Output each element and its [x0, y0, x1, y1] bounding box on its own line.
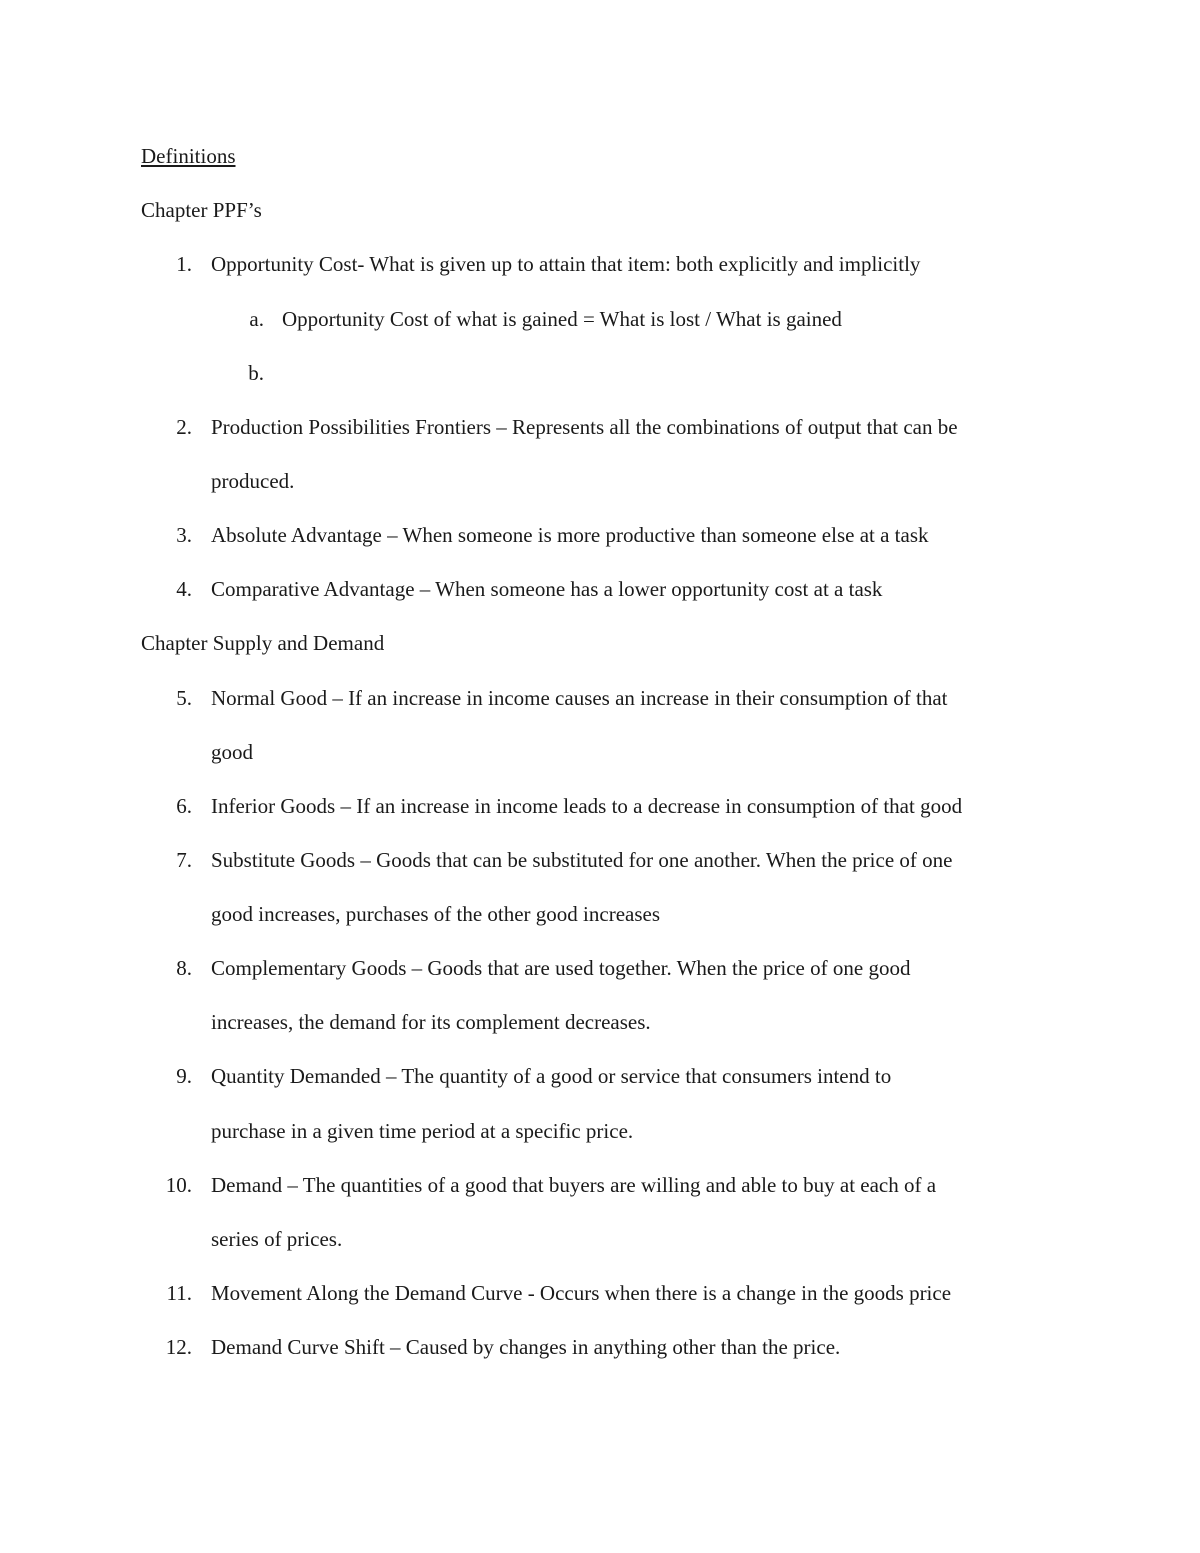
list-item-text-continued: series of prices.	[211, 1227, 343, 1251]
list-item-text: Inferior Goods – If an increase in income leads to a decrease in consumption of that good	[211, 794, 963, 818]
list-item-text: Complementary Goods – Goods that are used together. When the price of one good	[211, 956, 911, 980]
list-item-number: 9.	[176, 1064, 192, 1088]
list-item-text: Production Possibilities Frontiers – Represents all the combinations of output that can be	[211, 415, 958, 439]
list-item-number: 7.	[176, 848, 192, 872]
list-item-number: 8.	[176, 956, 192, 980]
list-item-text: Quantity Demanded – The quantity of a good or service that consumers intend to	[211, 1064, 892, 1088]
section-heading-supply-demand: Chapter Supply and Demand	[141, 631, 385, 655]
list-item-text: Normal Good – If an increase in income causes an increase in their consumption of that	[211, 686, 948, 710]
list-item-number: 3.	[176, 523, 192, 547]
list-item-text: Comparative Advantage – When someone has a lower opportunity cost at a task	[211, 577, 883, 601]
list-item-text: Demand Curve Shift – Caused by changes in anything other than the price.	[211, 1335, 841, 1359]
list-item-text: Absolute Advantage – When someone is more productive than someone else at a task	[211, 523, 929, 547]
list-item-number: 12.	[165, 1335, 192, 1359]
list-item-text: Opportunity Cost- What is given up to attain that item: both explicitly and implicitly	[211, 252, 921, 276]
list-item-number: 11.	[166, 1281, 192, 1305]
list-item-text: Demand – The quantities of a good that buyers are willing and able to buy at each of a	[211, 1173, 937, 1197]
list-item-number: 4.	[176, 577, 192, 601]
section-heading-ppf: Chapter PPF’s	[141, 198, 262, 222]
sub-item-letter: b.	[248, 361, 264, 385]
list-item-text-continued: produced.	[211, 469, 295, 493]
list-item-number: 10.	[165, 1173, 192, 1197]
list-item-text: Movement Along the Demand Curve - Occurs when there is a change in the goods price	[211, 1281, 952, 1305]
list-item-number: 2.	[176, 415, 192, 439]
list-item-text-continued: good increases, purchases of the other good increases	[211, 902, 661, 926]
sub-item-letter: a.	[249, 307, 264, 331]
sub-item-text: Opportunity Cost of what is gained = What is lost / What is gained	[282, 307, 842, 331]
list-item-number: 1.	[176, 252, 192, 276]
list-item-text-continued: increases, the demand for its complement decreases.	[211, 1010, 651, 1034]
list-item-text: Substitute Goods – Goods that can be substituted for one another. When the price of one	[211, 848, 953, 872]
list-item-text-continued: good	[211, 740, 253, 764]
document-title: Definitions	[141, 144, 236, 168]
list-item-text-continued: purchase in a given time period at a specific price.	[211, 1119, 634, 1143]
list-item-number: 6.	[176, 794, 192, 818]
list-item-number: 5.	[176, 686, 192, 710]
